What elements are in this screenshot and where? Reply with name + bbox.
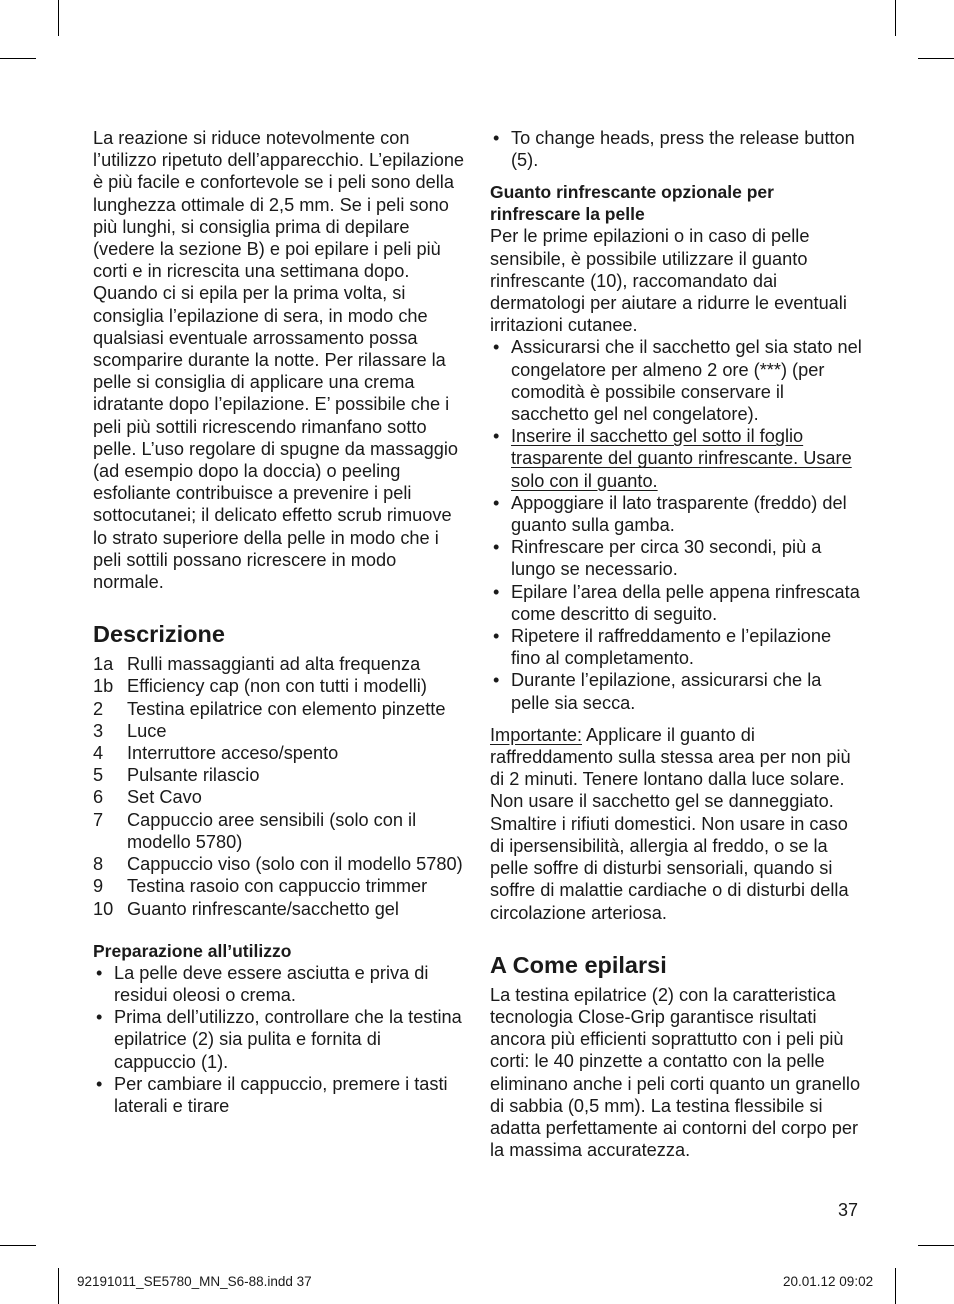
list-item: • Assicurarsi che il sacchetto gel sia stato nel congelatore per almeno 2 ore (***) (per comodità è possibile conservare il sacchetto gel nel congelatore). [490,336,862,425]
list-item: • Durante l’epilazione, assicurarsi che la pelle sia secca. [490,669,862,713]
section-title-descrizione: Descrizione [93,621,225,648]
subsection-title-guanto: Guanto rinfrescante opzionale per rinfrescare la pelle [490,182,774,225]
list-item: • Per cambiare il cappuccio, premere i tasti laterali e tirare [93,1073,465,1117]
section-title-come-epilarsi: A Come epilarsi [490,951,667,978]
list-item: • Epilare l’area della pelle appena rinfrescata come descritto di seguito. [490,581,862,625]
crop-mark [918,58,954,59]
description-item: 3 Luce [93,720,167,741]
list-item: • Appoggiare il lato trasparente (freddo) del guanto sulla gamba. [490,492,862,536]
important-text: Applicare il guanto di raffreddamento sulla stessa area per non più di 2 minuti. Tenere lontano dalla luce solare. Non usare il sacchetto gel se danneggiato. Smaltire i rifiuti domestici. Non usare in caso di ipersensibilità, allergia al freddo, o se la pelle soffre di disturbi sensoriali, quando si soffre di malattie cardiache o di disturbi della circolazione arteriosa. [490,724,851,923]
print-slug-file: 92191011_SE5780_MN_S6-88.indd 37 [77,1274,312,1289]
crop-mark [895,1268,896,1304]
underlined-instruction: Inserire il sacchetto gel sotto il foglio trasparente del guanto rinfrescante. Usare solo con il guanto. [511,426,852,491]
description-item: 10 Guanto rinfrescante/sacchetto gel [93,898,399,919]
description-item: 1a Rulli massaggianti ad alta frequenza [93,654,421,675]
description-list [93,653,465,919]
list-item: • Prima dell’utilizzo, controllare che la testina epilatrice (2) sia pulita e fornita di cappuccio (1). [93,1006,465,1073]
description-item: 4 Interruttore acceso/spento [93,743,339,764]
description-item: 6 Set Cavo [93,787,202,808]
list-item: • La pelle deve essere asciutta e priva di residui oleosi o crema. [93,962,465,1006]
print-slug-date: 20.01.12 09:02 [783,1274,874,1289]
intro-paragraph: La reazione si riduce notevolmente con l’utilizzo ripetuto dell’apparecchio. L’epilazione è più facile e confortevole se i peli sono della lunghezza ottimale di 2,5 mm. Se i peli sono più lunghi, si consiglia prima di depilare (vedere la sezione B) e poi epilare i peli più corti e in ricrescita una settimana dopo. Quando ci si epila per la prima volta, si consiglia l’epilazione di sera, in modo che qualsiasi eventuale arrossamento possa scomparire durante la notte. Per rilassare la pelle si consiglia di applicare una crema idratante dopo l’epilazione. E’ possibile che i peli più sottili ricrescendo rimanfano sotto pelle. L’uso regolare di spugne da massaggio (ad esempio dopo la doccia) o peeling esfoliante contribuisce a prevenire i peli sottocutanei; il delicato effetto scrub rimuove lo strato superiore della pelle in modo che i peli sottili possano ricrescere in modo normale. [93,128,465,593]
crop-mark [0,1245,36,1246]
right-column [490,127,862,1161]
description-item: 8 Cappuccio viso (solo con il modello 5780) [93,854,463,875]
list-item: • To change heads, press the release button (5). [490,127,862,171]
description-item: 1b Efficiency cap (non con tutti i modelli) [93,676,427,697]
left-column [93,127,465,1117]
subsection-title-preparazione: Preparazione all’utilizzo [93,940,292,961]
glove-intro: Per le prime epilazioni o in caso di pelle sensibile, è possibile utilizzare il guanto rinfrescante (10), raccomandato dai dermatologi per aiutare a ridurre le eventuali irritazioni cutanee. [490,226,847,336]
come-epilarsi-paragraph: La testina epilatrice (2) con la caratteristica tecnologia Close-Grip garantisce risultati ancora più efficienti soprattutto con i peli più corti: le 40 pinzette a contatto con la pelle eliminano anche i peli corti quanto un granello di sabbia (0,5 mm). La testina flessibile si adatta perfettamente ai contorni del corpo per la massima accuratezza. [490,984,861,1161]
description-item: 9 Testina rasoio con cappuccio trimmer [93,876,428,897]
description-item: 5 Pulsante rilascio [93,765,260,786]
description-item: 7 Cappuccio aree sensibili (solo con il modello 5780) [93,809,417,852]
important-label: Importante: [490,724,582,745]
preparation-list [93,962,465,1117]
crop-mark [0,58,36,59]
crop-mark [58,1268,59,1304]
crop-mark [58,0,59,36]
list-item: • Ripetere il raffreddamento e l’epilazione fino al completamento. [490,625,862,669]
list-item: • Rinfrescare per circa 30 secondi, più a lungo se necessario. [490,536,862,580]
page-number: 37 [838,1200,859,1220]
continued-list [490,127,862,171]
list-item [490,425,862,492]
description-item: 2 Testina epilatrice con elemento pinzette [93,698,446,719]
crop-mark [895,0,896,36]
glove-list [490,336,862,713]
important-note [490,724,862,924]
crop-mark [918,1245,954,1246]
